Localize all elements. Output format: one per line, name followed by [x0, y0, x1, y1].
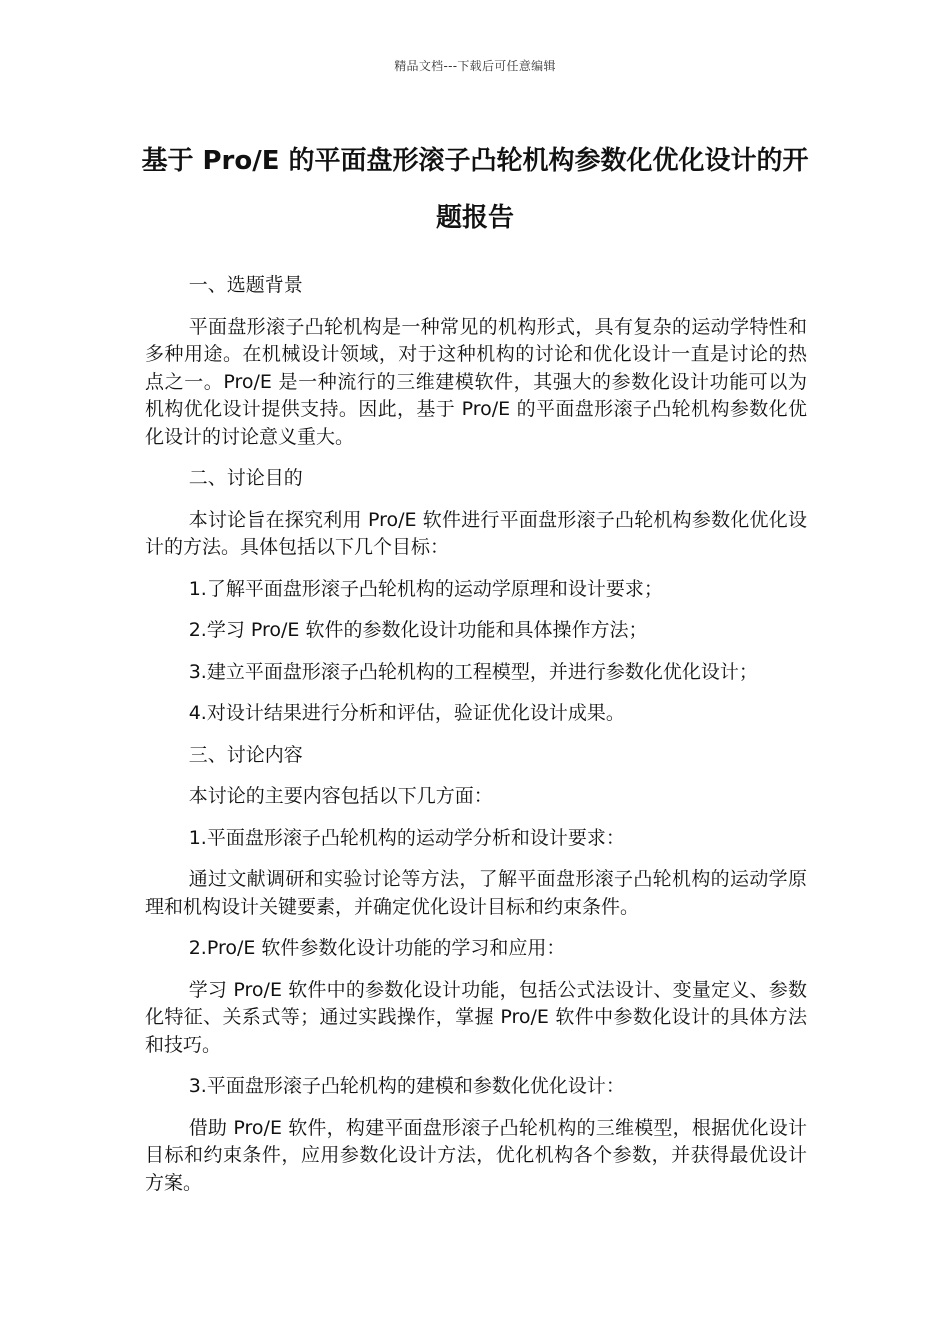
- paragraph-item-description: 学习 Pro/E 软件中的参数化设计功能，包括公式法设计、变量定义、参数化特征、关系式等；通过实践操作，掌握 Pro/E 软件中参数化设计的具体方法和技巧。: [145, 978, 807, 1056]
- page-header: 精品文档---下载后可任意编辑: [394, 59, 556, 73]
- section-heading-background: 一、选题背景: [188, 274, 303, 296]
- paragraph-purpose: 本讨论旨在探究利用 Pro/E 软件进行平面盘形滚子凸轮机构参数化优化设计的方法。具体包括以下几个目标：: [145, 508, 807, 558]
- list-item: 1.平面盘形滚子凸轮机构的运动学分析和设计要求：: [188, 826, 625, 849]
- list-item: 3.建立平面盘形滚子凸轮机构的工程模型，并进行参数化优化设计；: [188, 660, 758, 683]
- list-item: 4.对设计结果进行分析和评估，验证优化设计成果。: [188, 702, 625, 724]
- paragraph-background: 平面盘形滚子凸轮机构是一种常见的机构形式，具有复杂的运动学特性和多种用途。在机械设计领域，对于这种机构的讨论和优化设计一直是讨论的热点之一。Pro/E 是一种流行的三维建模软件，其强大的参数化设计功能可以为机构优化设计提供支持。因此，基于 Pro/E 的平面盘形滚子凸轮机构参数化优化设计的讨论意义重大。: [145, 315, 807, 448]
- list-item: 2.Pro/E 软件参数化设计功能的学习和应用：: [188, 937, 566, 959]
- paragraph-item-description: 借助 Pro/E 软件，构建平面盘形滚子凸轮机构的三维模型，根据优化设计目标和约束条件，应用参数化设计方法，优化机构各个参数，并获得最优设计方案。: [145, 1116, 807, 1194]
- paragraph-content-intro: 本讨论的主要内容包括以下几方面：: [188, 785, 493, 807]
- section-heading-content: 三、讨论内容: [188, 743, 303, 766]
- document-title: 基于 Pro/E 的平面盘形滚子凸轮机构参数化优化设计的开题报告: [141, 146, 809, 233]
- list-item: 3.平面盘形滚子凸轮机构的建模和参数化优化设计：: [188, 1075, 625, 1097]
- section-heading-purpose: 二、讨论目的: [188, 467, 303, 489]
- list-item: 2.学习 Pro/E 软件的参数化设计功能和具体操作方法；: [188, 619, 648, 641]
- paragraph-item-description: 通过文献调研和实验讨论等方法，了解平面盘形滚子凸轮机构的运动学原理和机构设计关键要素，并确定优化设计目标和约束条件。: [145, 868, 807, 918]
- document-body: [145, 272, 807, 1211]
- list-item: 1.了解平面盘形滚子凸轮机构的运动学原理和设计要求；: [188, 577, 663, 600]
